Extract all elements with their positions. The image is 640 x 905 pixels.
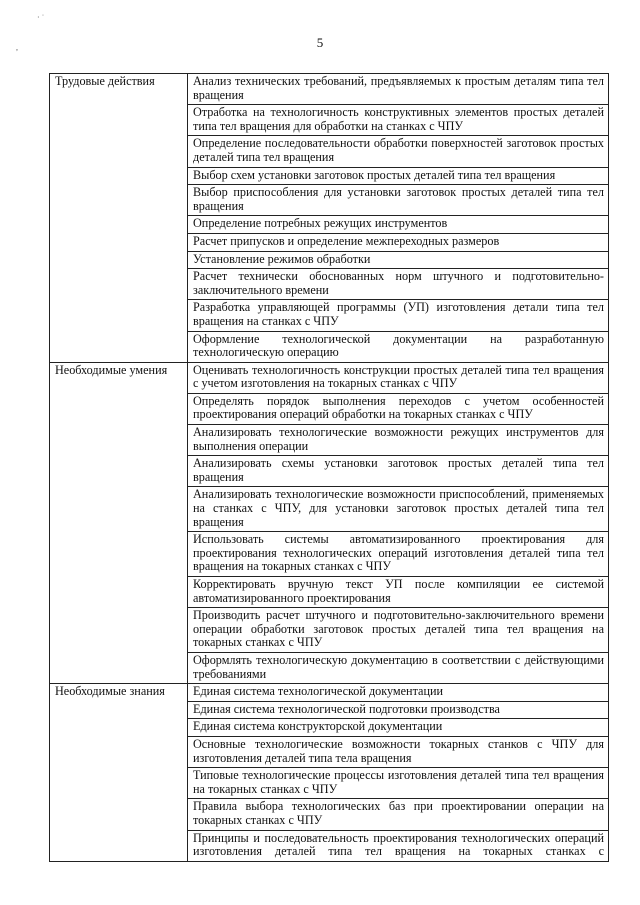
- scan-speck: ,: [16, 43, 18, 52]
- section-item: Типовые технологические процессы изготовления деталей типа тел вращения на токарных станках с ЧПУ: [188, 768, 609, 799]
- competency-table: [49, 73, 609, 862]
- page-number: 5: [316, 35, 324, 50]
- section-category: Необходимые умения: [50, 362, 188, 683]
- section-item: Установление режимов обработки: [188, 251, 609, 269]
- section-item: Оформлять технологическую документацию в соответствии с действующими требованиями: [188, 652, 609, 683]
- section-item: Оценивать технологичность конструкции простых деталей типа тел вращения с учетом изготовления на токарных станках с ЧПУ: [188, 362, 609, 393]
- section-item: Производить расчет штучного и подготовительно-заключительного времени операции обработки заготовок простых деталей типа тел вращения на токарных станках с ЧПУ: [188, 608, 609, 653]
- section-item: Определение последовательности обработки поверхностей заготовок простых деталей типа тел вращения: [188, 136, 609, 167]
- section-item: Определение потребных режущих инструментов: [188, 216, 609, 234]
- section-item: Отработка на технологичность конструктивных элементов простых деталей типа тел вращения для обработки на станках с ЧПУ: [188, 105, 609, 136]
- section-item: Анализ технических требований, предъявляемых к простым деталям типа тел вращения: [188, 74, 609, 105]
- section-item: Выбор схем установки заготовок простых деталей типа тел вращения: [188, 167, 609, 185]
- section-item: Единая система технологической документации: [188, 684, 609, 702]
- table-row: [50, 684, 609, 702]
- scan-speck: · ˙: [37, 13, 45, 22]
- section-item: Анализировать схемы установки заготовок простых деталей типа тел вращения: [188, 456, 609, 487]
- section-item: Анализировать технологические возможности приспособлений, применяемых на станках с ЧПУ, для установки заготовок простых деталей типа тел вращения: [188, 487, 609, 532]
- section-item: Единая система технологической подготовки производства: [188, 701, 609, 719]
- section-item: Выбор приспособления для установки заготовок простых деталей типа тел вращения: [188, 185, 609, 216]
- table-row: [50, 362, 609, 393]
- section-category: Трудовые действия: [50, 74, 188, 363]
- section-item: Основные технологические возможности токарных станков с ЧПУ для изготовления деталей типа тела вращения: [188, 736, 609, 767]
- section-item: Корректировать вручную текст УП после компиляции ее системой автоматизированного проектирования: [188, 577, 609, 608]
- section-item: Правила выбора технологических баз при проектировании операции на токарных станках с ЧПУ: [188, 799, 609, 830]
- section-item: Оформление технологической документации на разработанную технологическую операцию: [188, 331, 609, 362]
- section-category: Необходимые знания: [50, 684, 188, 862]
- section-item: Использовать системы автоматизированного проектирования для проектирования технологических операций изготовления деталей типа тел вращения на токарных станках с ЧПУ: [188, 532, 609, 577]
- section-item: Расчет припусков и определение межпереходных размеров: [188, 233, 609, 251]
- table-row: [50, 74, 609, 105]
- competency-table-body: [50, 74, 609, 862]
- section-item: Расчет технически обоснованных норм штучного и подготовительно-заключительного времени: [188, 269, 609, 300]
- section-item: Анализировать технологические возможности режущих инструментов для выполнения операции: [188, 425, 609, 456]
- section-item: Единая система конструкторской документации: [188, 719, 609, 737]
- section-item: Разработка управляющей программы (УП) изготовления детали типа тел вращения на станках с ЧПУ: [188, 300, 609, 331]
- section-item: Определять порядок выполнения переходов с учетом особенностей проектирования операций обработки на токарных станках с ЧПУ: [188, 393, 609, 424]
- section-item: Принципы и последовательность проектирования технологических операций изготовления деталей типа тел вращения на токарных станках с: [188, 830, 609, 861]
